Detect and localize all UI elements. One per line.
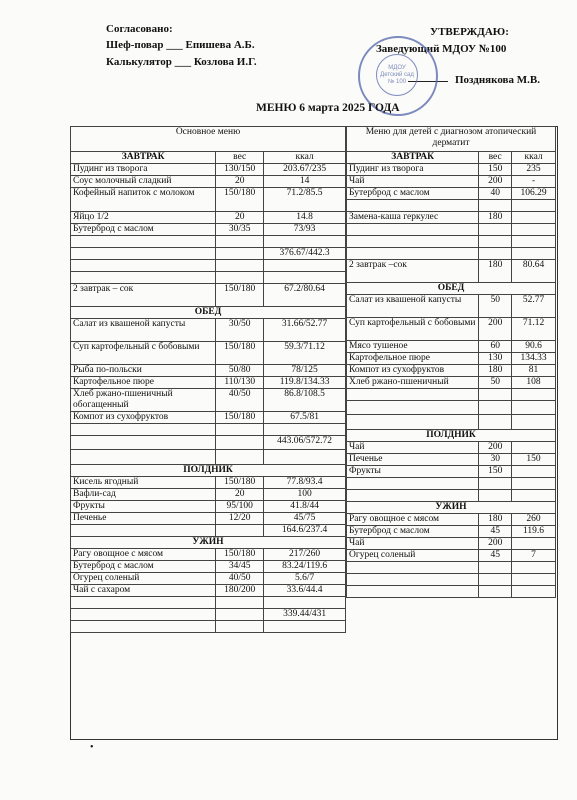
menu-row [71, 236, 346, 248]
dish-weight: 60 [479, 341, 512, 353]
approved-label: Согласовано: [106, 23, 173, 35]
dish-name [347, 562, 479, 574]
dish-kcal: 164.6/237.4 [264, 525, 346, 537]
dish-name [347, 389, 479, 401]
menu-row [71, 284, 346, 307]
dish-kcal [264, 260, 346, 272]
dish-kcal [512, 562, 556, 574]
menu-row [347, 574, 556, 586]
dish-name: Фрукты [71, 501, 216, 513]
meal-section-title: ПОЛДНИК [347, 430, 556, 442]
dish-kcal: 71.2/85.5 [264, 188, 346, 212]
menu-row [347, 295, 556, 318]
dish-weight: 110/130 [216, 377, 264, 389]
menu-row [71, 188, 346, 212]
dish-name: Суп картофельный с бобовыми [71, 342, 216, 365]
dish-kcal: 443.06/572.72 [264, 436, 346, 450]
menu-row [347, 341, 556, 353]
menu-row [71, 224, 346, 236]
dish-weight: 20 [216, 176, 264, 188]
dish-name: Компот из сухофруктов [347, 365, 479, 377]
meal-section-title: ПОЛДНИК [71, 465, 346, 477]
dish-kcal [512, 538, 556, 550]
allergy-menu-table [346, 126, 556, 598]
menu-row [347, 176, 556, 188]
dish-kcal [512, 490, 556, 502]
dish-name [71, 236, 216, 248]
menu-row [71, 549, 346, 561]
dish-kcal: 7 [512, 550, 556, 562]
dish-weight [216, 260, 264, 272]
dish-name: Пудинг из творога [347, 164, 479, 176]
dish-kcal [264, 621, 346, 633]
menu-row [347, 526, 556, 538]
dish-kcal: 86.8/108.5 [264, 389, 346, 412]
meal-section-title: ОБЕД [347, 283, 556, 295]
menu-row [71, 424, 346, 436]
dish-weight: 45 [479, 526, 512, 538]
menu-row [347, 353, 556, 365]
dish-name: Бутерброд с маслом [347, 526, 479, 538]
dish-weight [216, 236, 264, 248]
dish-name [71, 248, 216, 260]
dish-kcal: 100 [264, 489, 346, 501]
dish-kcal [512, 415, 556, 430]
dish-kcal [512, 586, 556, 598]
dish-kcal: 14 [264, 176, 346, 188]
menu-row [71, 501, 346, 513]
column-header: ккал [264, 152, 346, 164]
dish-kcal: 71.12 [512, 318, 556, 341]
menu-row [347, 514, 556, 526]
dish-name [71, 597, 216, 609]
dish-name [347, 415, 479, 430]
dish-kcal [264, 450, 346, 465]
dish-name: Чай [347, 176, 479, 188]
dish-kcal: 33.6/44.4 [264, 585, 346, 597]
dish-weight: 20 [216, 489, 264, 501]
dish-weight: 150/180 [216, 342, 264, 365]
dish-kcal: 45/75 [264, 513, 346, 525]
dish-kcal: 59.3/71.12 [264, 342, 346, 365]
dish-weight: 150/180 [216, 549, 264, 561]
menu-row [347, 200, 556, 212]
dish-name [71, 525, 216, 537]
dish-name: Суп картофельный с бобовыми [347, 318, 479, 341]
dish-kcal [264, 272, 346, 284]
dish-name [347, 224, 479, 236]
menu-row [347, 377, 556, 389]
dish-name: Хлеб ржано-пшеничный [347, 377, 479, 389]
dish-weight [216, 597, 264, 609]
dish-name: Замена-каша геркулес [347, 212, 479, 224]
dish-kcal: 106.29 [512, 188, 556, 200]
dish-weight: 30 [479, 454, 512, 466]
dish-name: Мясо тушеное [347, 341, 479, 353]
dish-weight: 200 [479, 538, 512, 550]
menu-row [71, 561, 346, 573]
dish-name: 2 завтрак –сок [347, 260, 479, 283]
dish-name: Фрукты [347, 466, 479, 478]
dish-weight: 180 [479, 514, 512, 526]
dish-name: Чай [347, 442, 479, 454]
dish-kcal: 217/260 [264, 549, 346, 561]
dish-kcal [512, 574, 556, 586]
menu-row [71, 513, 346, 525]
dish-weight: 180 [479, 212, 512, 224]
dish-name: Картофельное пюре [71, 377, 216, 389]
dish-weight: 130/150 [216, 164, 264, 176]
dish-name [347, 490, 479, 502]
menu-row [71, 489, 346, 501]
dish-name: Бутерброд с маслом [347, 188, 479, 200]
dish-weight: 180 [479, 260, 512, 283]
dish-kcal [512, 442, 556, 454]
dish-name: Рагу овощное с мясом [71, 549, 216, 561]
dish-name: Бутерброд с маслом [71, 561, 216, 573]
dish-name: Кисель ягодный [71, 477, 216, 489]
dish-name: Печенье [347, 454, 479, 466]
meal-section-title: ЗАВТРАК [347, 152, 479, 164]
menu-row [347, 389, 556, 401]
menu-column-title: Основное меню [71, 127, 346, 152]
column-header: вес [479, 152, 512, 164]
dish-weight: 180/200 [216, 585, 264, 597]
dish-weight: 95/100 [216, 501, 264, 513]
menu-row [347, 586, 556, 598]
dish-kcal [264, 236, 346, 248]
dish-name: Кофейный напиток с молоком [71, 188, 216, 212]
dish-weight: 150 [479, 164, 512, 176]
meal-section-title: ОБЕД [71, 307, 346, 319]
dish-weight [216, 424, 264, 436]
dish-weight [479, 415, 512, 430]
dish-name: Салат из квашеной капусты [71, 319, 216, 342]
dish-name [71, 272, 216, 284]
menu-row [71, 272, 346, 284]
dish-name [347, 200, 479, 212]
dish-weight [216, 609, 264, 621]
menu-row [71, 260, 346, 272]
dish-name: Чай с сахаром [71, 585, 216, 597]
dish-weight [216, 525, 264, 537]
page-mark: • [90, 742, 94, 753]
menu-row [347, 478, 556, 490]
dish-kcal: 119.8/134.33 [264, 377, 346, 389]
dish-name: Печенье [71, 513, 216, 525]
menu-row [347, 365, 556, 377]
dish-weight: 150/180 [216, 477, 264, 489]
dish-name [347, 236, 479, 248]
dish-kcal: - [512, 176, 556, 188]
dish-weight: 40/50 [216, 389, 264, 412]
dish-name [347, 586, 479, 598]
dish-weight [479, 224, 512, 236]
menu-row [347, 212, 556, 224]
dish-name: Соус молочный сладкий [71, 176, 216, 188]
menu-row [71, 212, 346, 224]
dish-name [347, 401, 479, 415]
dish-weight: 50 [479, 295, 512, 318]
dish-kcal: 78/125 [264, 365, 346, 377]
dish-weight: 30/50 [216, 319, 264, 342]
dish-name: Бутерброд с маслом [71, 224, 216, 236]
dish-kcal: 77.8/93.4 [264, 477, 346, 489]
column-header: ккал [512, 152, 556, 164]
dish-weight: 50/80 [216, 365, 264, 377]
dish-name [347, 574, 479, 586]
dish-kcal: 81 [512, 365, 556, 377]
dish-kcal [512, 389, 556, 401]
column-header: вес [216, 152, 264, 164]
dish-kcal: 67.5/81 [264, 412, 346, 424]
dish-name [71, 450, 216, 465]
dish-kcal [512, 212, 556, 224]
dish-kcal: 41.8/44 [264, 501, 346, 513]
dish-name: Компот из сухофруктов [71, 412, 216, 424]
dish-kcal: 119.6 [512, 526, 556, 538]
dish-name: Огурец соленый [71, 573, 216, 585]
dish-name: Вафли-сад [71, 489, 216, 501]
menu-row [347, 562, 556, 574]
dish-weight [479, 401, 512, 415]
dish-kcal: 5.6/7 [264, 573, 346, 585]
dish-kcal: 14.8 [264, 212, 346, 224]
dish-weight [479, 586, 512, 598]
dish-name: Хлеб ржано-пшеничный обогащенный [71, 389, 216, 412]
menu-row [71, 377, 346, 389]
dish-weight: 30/35 [216, 224, 264, 236]
dish-weight: 150/180 [216, 284, 264, 307]
dish-weight [216, 272, 264, 284]
dish-weight: 150/180 [216, 412, 264, 424]
menu-title: МЕНЮ 6 марта 2025 ГОДА [256, 102, 400, 114]
menu-row [347, 466, 556, 478]
dish-name [347, 248, 479, 260]
dish-name [71, 436, 216, 450]
menu-row [347, 401, 556, 415]
dish-kcal: 150 [512, 454, 556, 466]
dish-name: 2 завтрак – сок [71, 284, 216, 307]
dish-kcal [264, 597, 346, 609]
dish-name: Огурец соленый [347, 550, 479, 562]
dish-weight: 200 [479, 176, 512, 188]
menu-row [347, 442, 556, 454]
dish-kcal [512, 200, 556, 212]
dish-kcal [512, 224, 556, 236]
dish-weight: 45 [479, 550, 512, 562]
dish-weight: 50 [479, 377, 512, 389]
menu-row [71, 477, 346, 489]
menu-row [71, 412, 346, 424]
dish-kcal: 235 [512, 164, 556, 176]
dish-kcal: 376.67/442.3 [264, 248, 346, 260]
menu-row [347, 164, 556, 176]
menu-row [347, 248, 556, 260]
dish-weight [216, 436, 264, 450]
menu-row [71, 621, 346, 633]
dish-name: Салат из квашеной капусты [347, 295, 479, 318]
dish-weight: 150 [479, 466, 512, 478]
meal-section-title: УЖИН [347, 502, 556, 514]
dish-weight [479, 200, 512, 212]
dish-weight [216, 248, 264, 260]
menu-row [347, 550, 556, 562]
dish-kcal: 80.64 [512, 260, 556, 283]
dish-weight: 130 [479, 353, 512, 365]
dish-kcal [512, 478, 556, 490]
dish-kcal [512, 248, 556, 260]
menu-row [71, 585, 346, 597]
dish-weight [479, 478, 512, 490]
dish-weight [479, 574, 512, 586]
menu-row [71, 525, 346, 537]
menu-row [71, 176, 346, 188]
menu-row [71, 319, 346, 342]
dish-kcal: 67.2/80.64 [264, 284, 346, 307]
dish-kcal: 90.6 [512, 341, 556, 353]
dish-name [71, 609, 216, 621]
dish-name: Пудинг из творога [71, 164, 216, 176]
menu-row [347, 490, 556, 502]
dish-kcal: 52.77 [512, 295, 556, 318]
dish-weight [479, 236, 512, 248]
dish-weight: 40/50 [216, 573, 264, 585]
dish-kcal: 108 [512, 377, 556, 389]
dish-weight [479, 248, 512, 260]
dish-kcal: 83.24/119.6 [264, 561, 346, 573]
dish-kcal [512, 466, 556, 478]
dish-kcal: 73/93 [264, 224, 346, 236]
dish-name: Картофельное пюре [347, 353, 479, 365]
dish-weight [479, 490, 512, 502]
menu-row [347, 538, 556, 550]
dish-name: Яйцо 1/2 [71, 212, 216, 224]
dish-weight: 20 [216, 212, 264, 224]
menu-row [347, 260, 556, 283]
menu-row [71, 450, 346, 465]
menu-row [71, 436, 346, 450]
dish-weight: 200 [479, 318, 512, 341]
menu-column-title: Меню для детей с диагнозом атопический дерматит [347, 127, 556, 152]
menu-row [71, 365, 346, 377]
dish-name [347, 478, 479, 490]
menu-row [71, 248, 346, 260]
meal-section-title: УЖИН [71, 537, 346, 549]
menu-row [71, 597, 346, 609]
dish-weight [479, 562, 512, 574]
dish-weight [216, 450, 264, 465]
dish-name: Рыба по-польски [71, 365, 216, 377]
head-name: Позднякова М.В. [455, 74, 540, 86]
menu-row [347, 236, 556, 248]
menu-row [71, 573, 346, 585]
menu-row [347, 454, 556, 466]
dish-name: Чай [347, 538, 479, 550]
dish-name [71, 260, 216, 272]
menu-row [71, 389, 346, 412]
dish-weight: 34/45 [216, 561, 264, 573]
dish-kcal [512, 236, 556, 248]
menu-row [71, 342, 346, 365]
dish-weight [479, 389, 512, 401]
dish-kcal [512, 401, 556, 415]
dish-kcal: 339.44/431 [264, 609, 346, 621]
menu-row [347, 318, 556, 341]
menu-row [347, 415, 556, 430]
head-title: Заведующий МДОУ №100 [376, 43, 507, 55]
chef-signature-line: Шеф-повар ___ Епишева А.Б. [106, 39, 255, 51]
menu-row [71, 609, 346, 621]
dish-weight: 200 [479, 442, 512, 454]
dish-weight: 150/180 [216, 188, 264, 212]
dish-name [71, 424, 216, 436]
dish-weight [216, 621, 264, 633]
dish-name: Рагу овощное с мясом [347, 514, 479, 526]
dish-kcal [264, 424, 346, 436]
menu-row [347, 224, 556, 236]
dish-kcal: 260 [512, 514, 556, 526]
dish-weight: 180 [479, 365, 512, 377]
official-stamp: МДОУ Детский сад № 100 [358, 36, 438, 116]
dish-name [71, 621, 216, 633]
main-menu-table [70, 126, 346, 633]
dish-weight: 12/20 [216, 513, 264, 525]
dish-weight: 40 [479, 188, 512, 200]
menu-row [71, 164, 346, 176]
dish-kcal: 134.33 [512, 353, 556, 365]
menu-row [347, 188, 556, 200]
calculator-signature-line: Калькулятор ___ Козлова И.Г. [106, 56, 257, 68]
dish-kcal: 31.66/52.77 [264, 319, 346, 342]
dish-kcal: 203.67/235 [264, 164, 346, 176]
meal-section-title: ЗАВТРАК [71, 152, 216, 164]
affirm-label: УТВЕРЖДАЮ: [430, 26, 509, 38]
